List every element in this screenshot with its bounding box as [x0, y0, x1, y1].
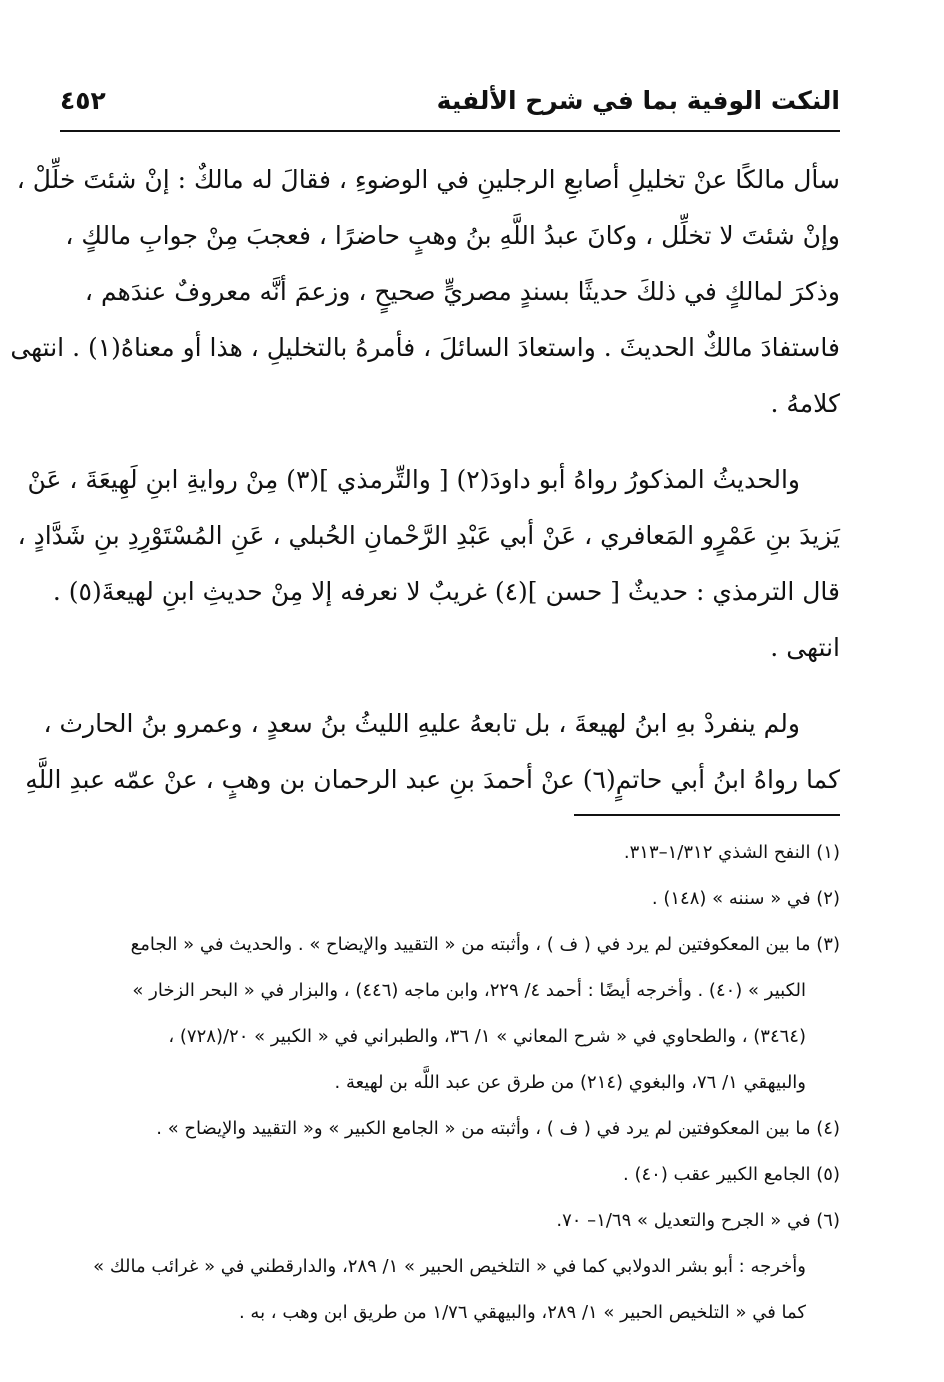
footnote-line: (٦) في « الجرح والتعديل » ١/٦٩– ٧٠.	[556, 1210, 840, 1231]
footnote-line: (٤) ما بين المعكوفتين لم يرد في ( ف ) ، وأثبته من « الجامع الكبير » و« التقييد والإيضاح » .	[156, 1118, 840, 1139]
footnote-line: (٥) الجامع الكبير عقب (٤٠) .	[623, 1164, 840, 1185]
text-line: وإنْ شئتَ لا تخلِّل ، وكانَ عبدُ اللَّهِ بنُ وهبٍ حاضرًا ، فعجبَ مِنْ جوابِ مالكٍ ،	[65, 221, 840, 250]
footnote-line: (٢) في « سننه » (١٤٨) .	[651, 888, 840, 909]
text-line: يَزيدَ بنِ عَمْرٍو المَعافري ، عَنْ أبي عَبْدِ الرَّحْمانِ الحُبلي ، عَنِ المُسْتَوْرِدِ بنِ شَدَّادٍ ،	[17, 521, 840, 550]
main-text	[10, 152, 840, 808]
text-line: قال الترمذي : حديثٌ [ حسن ](٤) غريبٌ لا نعرفه إلا مِنْ حديثِ ابنِ لهيعةَ(٥) .	[52, 577, 840, 606]
footnote-line: وأخرجه : أبو بشر الدولابي كما في « التلخيص الحبير » ١/ ٢٨٩، والدارقطني في « غرائب مالك »	[93, 1256, 806, 1277]
footnote-line: (٣) ما بين المعكوفتين لم يرد في ( ف ) ، وأثبته من « التقييد والإيضاح » . والحديث في « الجامع	[130, 934, 840, 955]
text-line: كما رواهُ ابنُ أبي حاتمٍ(٦) عنْ أحمدَ بنِ عبد الرحمان بن وهبٍ ، عنْ عمّه عبدِ اللَّهِ	[25, 765, 840, 794]
footnote-line: والبيهقي ١/ ٧٦، والبغوي (٢١٤) من طرق عن عبد اللَّه بن لهيعة .	[334, 1072, 806, 1093]
paragraph-gap	[60, 676, 840, 696]
text-line: سأل مالكًا عنْ تخليلِ أصابعِ الرجلينِ في الوضوءِ ، فقالَ له مالكٌ : إنْ شئتَ خلِّلْ ،	[16, 165, 840, 194]
text-line: وذكرَ لمالكٍ في ذلكَ حديثًا بسندٍ مصريٍّ صحيحٍ ، وزعمَ أنَّه معروفٌ عندَهم ،	[84, 277, 840, 306]
footnotes	[60, 830, 840, 1336]
text-line: فاستفادَ مالكٌ الحديثَ . واستعادَ السائلَ ، فأمرهُ بالتخليلِ ، هذا أو معناهُ(١) . انتهى	[10, 333, 840, 362]
text-line: كلامهُ .	[770, 389, 840, 418]
footnote-line: كما في « التلخيص الحبير » ١/ ٢٨٩، والبيهقي ١/٧٦ من طريق ابن وهب ، به .	[238, 1302, 806, 1323]
book-title: النكت الوفية بما في شرح الألفية	[436, 86, 840, 115]
text-line: ولم ينفردْ بهِ ابنُ لهيعةَ ، بل تابعهُ عليهِ الليثُ بنُ سعدٍ ، وعمرو بنُ الحارث ،	[43, 709, 800, 738]
footnote-line: (٣٤٦٤) ، والطحاوي في « شرح المعاني » ١/ ٣٦، والطبراني في « الكبير » ٢٠/(٧٢٨) ،	[168, 1026, 806, 1047]
text-line: والحديثُ المذكورُ رواهُ أبو داودَ(٢) [ والتِّرمذي ](٣) مِنْ روايةِ ابنِ لَهِيعَةَ ، عَنْ	[27, 465, 800, 494]
footnote-line: (١) النفح الشذي ١/٣١٢–٣١٣.	[623, 842, 840, 863]
text-line: انتهى .	[770, 633, 840, 662]
footnote-line: الكبير » (٤٠) . وأخرجه أيضًا : أحمد ٤/ ٢٢٩، وابن ماجه (٤٤٦) ، والبزار في « البحر الزخار »	[132, 980, 806, 1001]
paragraph-gap	[60, 432, 840, 452]
running-header	[60, 80, 840, 132]
page-number: ٤٥٢	[60, 86, 106, 115]
footnote-separator	[574, 814, 840, 816]
